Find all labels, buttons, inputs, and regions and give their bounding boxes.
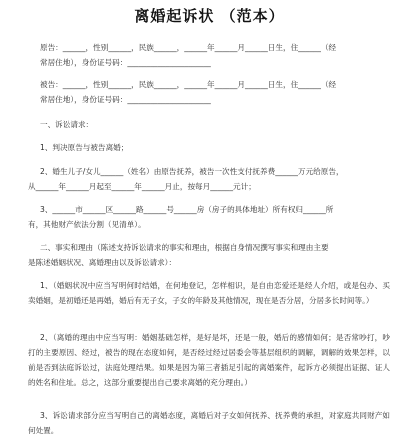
- plaintiff-line-2: 常居住地），身份证号码：______________________: [40, 58, 211, 67]
- facts-paragraph-1: 1、（婚姻状况中应当写明何时结婚，在何地登记，怎样相识，是自由恋爱还是经人介绍，或是包办、买卖婚姻，是初婚还是再婚，婚后有无子女，子女的年龄及其他情况，现在是否分居，分居多长时间等。）: [28, 281, 390, 305]
- claim-item-3-line-1: 3、______市______区______路______号______房（房子的具体地址）所有权归______所: [40, 205, 334, 214]
- defendant-line-1: 被告：______，性别______，民族______，______年______月______日生，住______（经: [40, 80, 337, 89]
- facts-heading-line-1: 二、事实和理由（陈述支持诉讼请求的事实和理由，根据自身情况撰写事实和理由主要: [40, 243, 329, 252]
- claim-item-2-line-2: 从______年______月起至______年______月止，按每月______元计；: [28, 182, 256, 191]
- facts-paragraph-2: 2、（离婚的理由中应当写明：婚姻基础怎样，是好是坏，还是一般，婚后的感情如何；是否常吵打，吵打的主要原因、经过，被告的现在态度如何，是否经过经过居委会等基层组织的调解，调解的效果怎样，以前是否到法庭诉讼过，法庭处理结果。如果是因为第三者插足引起的离婚案件，起诉方必须提出证据、证人的姓名和住址。总之，这部分重要提出自己要求离婚的充分理由。）: [28, 333, 390, 387]
- claim-item-2-line-1: 2、婚生儿子/女儿______（姓名）由原告抚养，被告一次性支付抚养费______万元给原告，: [40, 167, 344, 176]
- claim-item-3-line-2: 有，其他财产依法分割（见清单）。: [28, 220, 146, 229]
- claims-heading: 一、诉讼请求：: [40, 120, 94, 129]
- facts-paragraph-3: 3、诉讼请求部分应当写明自己的离婚态度，离婚后对子女如何抚养、抚养费的承担，对家庭共同财产如何处置。: [28, 411, 390, 435]
- claim-item-1: 1、判决原告与被告离婚；: [40, 143, 129, 152]
- document-title: 离婚起诉状 （范本）: [134, 7, 285, 25]
- facts-heading-line-2: 是陈述婚姻状况、离婚理由以及诉讼请求）：: [28, 258, 177, 267]
- defendant-line-2: 常居住地），身份证号码：______________________: [40, 95, 211, 104]
- plaintiff-line-1: 原告：______，性别______，民族______，______年______月______日生，住______（经: [40, 43, 337, 52]
